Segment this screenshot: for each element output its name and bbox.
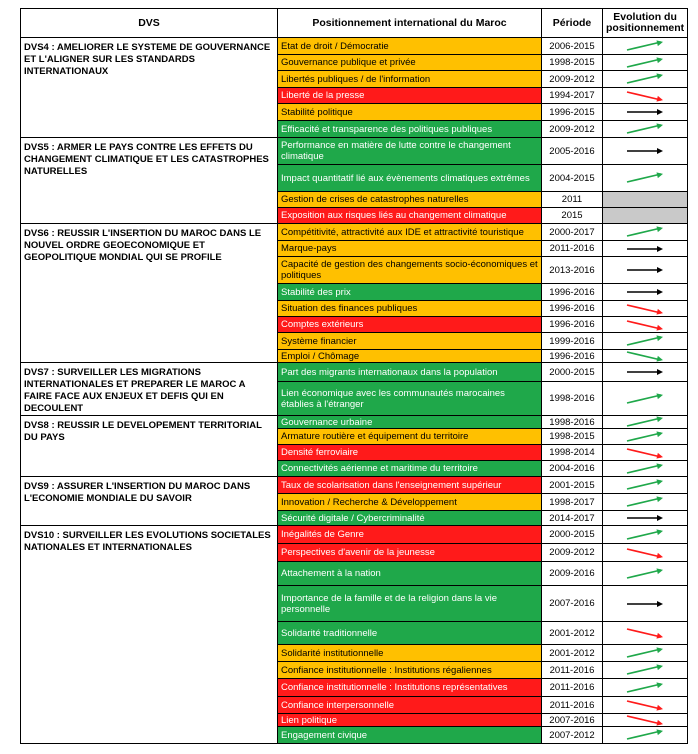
arrow-right-icon	[623, 598, 667, 610]
evolution-cell	[603, 494, 688, 511]
evolution-cell	[603, 104, 688, 121]
evolution-cell	[603, 284, 688, 301]
period-value: 2011-2016	[542, 662, 603, 679]
header-position: Positionnement international du Maroc	[278, 9, 542, 38]
period-value: 2009-2012	[542, 544, 603, 562]
table-row	[21, 477, 688, 494]
period-value: 2011	[542, 192, 603, 208]
period-value: 1994-2017	[542, 88, 603, 104]
indicator-label: Comptes extérieurs	[278, 317, 542, 333]
evolution-cell	[603, 662, 688, 679]
period-value: 2000-2017	[542, 224, 603, 241]
indicator-label: Système financier	[278, 333, 542, 350]
arrow-right-icon	[623, 366, 667, 378]
indicator-label: Lien politique	[278, 714, 542, 727]
arrow-down-icon	[623, 714, 667, 726]
indicator-label: Solidarité traditionnelle	[278, 622, 542, 645]
indicator-label: Liberté de la presse	[278, 88, 542, 104]
period-value: 2013-2016	[542, 257, 603, 284]
period-value: 2004-2015	[542, 165, 603, 192]
indicator-label: Densité ferroviaire	[278, 445, 542, 461]
evolution-cell	[603, 241, 688, 257]
arrow-up-icon	[623, 479, 667, 491]
table-row	[21, 363, 688, 382]
indicator-label: Stabilité des prix	[278, 284, 542, 301]
arrow-up-icon	[623, 123, 667, 135]
table-row	[21, 416, 688, 429]
arrow-down-icon	[623, 547, 667, 559]
indicator-label: Confiance institutionnelle : Institutions représentatives	[278, 679, 542, 697]
evolution-cell	[603, 363, 688, 382]
period-value: 1996-2016	[542, 350, 603, 363]
period-value: 2015	[542, 208, 603, 224]
arrow-down-icon	[623, 627, 667, 639]
indicator-label: Stabilité politique	[278, 104, 542, 121]
evolution-cell	[603, 317, 688, 333]
indicator-label: Compétitivité, attractivité aux IDE et attractivité touristique	[278, 224, 542, 241]
dvs-label: DVS6 : REUSSIR L'INSERTION DU MAROC DANS LE NOUVEL ORDRE GEOECONOMIQUE ET GEOPOLITIQUE MONDIAL QUI SE PROFILE	[21, 224, 278, 363]
indicator-label: Situation des finances publiques	[278, 301, 542, 317]
evolution-cell	[603, 208, 688, 224]
period-value: 1996-2015	[542, 104, 603, 121]
period-value: 2001-2012	[542, 645, 603, 662]
indicator-label: Taux de scolarisation dans l'enseignement supérieur	[278, 477, 542, 494]
arrow-up-icon	[623, 729, 667, 741]
evolution-cell	[603, 645, 688, 662]
period-value: 1996-2016	[542, 284, 603, 301]
arrow-down-icon	[623, 350, 667, 362]
dvs-label: DVS5 : ARMER LE PAYS CONTRE LES EFFETS DU CHANGEMENT CLIMATIQUE ET LES CATASTROPHES NATURELLES	[21, 138, 278, 224]
period-value: 2001-2015	[542, 477, 603, 494]
arrow-up-icon	[623, 431, 667, 443]
period-value: 2009-2012	[542, 71, 603, 88]
period-value: 1996-2016	[542, 301, 603, 317]
evolution-cell	[603, 350, 688, 363]
evolution-cell	[603, 511, 688, 526]
header-row	[21, 9, 688, 38]
indicator-label: Inégalités de Genre	[278, 526, 542, 544]
period-value: 2004-2016	[542, 461, 603, 477]
indicator-label: Solidarité institutionnelle	[278, 645, 542, 662]
header-evolution: Evolution du positionnement	[603, 9, 688, 38]
period-value: 2007-2012	[542, 727, 603, 744]
period-value: 2000-2015	[542, 526, 603, 544]
period-value: 2011-2016	[542, 697, 603, 714]
evolution-cell	[603, 301, 688, 317]
period-value: 1998-2016	[542, 416, 603, 429]
period-value: 2007-2016	[542, 714, 603, 727]
period-value: 1998-2015	[542, 55, 603, 71]
evolution-cell	[603, 71, 688, 88]
arrow-down-icon	[623, 90, 667, 102]
indicator-label: Impact quantitatif lié aux évènements climatiques extrêmes	[278, 165, 542, 192]
arrow-up-icon	[623, 335, 667, 347]
period-value: 1998-2017	[542, 494, 603, 511]
period-value: 2000-2015	[542, 363, 603, 382]
indicator-label: Gouvernance urbaine	[278, 416, 542, 429]
indicator-label: Performance en matière de lutte contre le changement climatique	[278, 138, 542, 165]
evolution-cell	[603, 429, 688, 445]
arrow-right-icon	[623, 106, 667, 118]
period-value: 2011-2016	[542, 679, 603, 697]
header-dvs: DVS	[21, 9, 278, 38]
arrow-right-icon	[623, 243, 667, 255]
indicator-label: Sécurité digitale / Cybercriminalité	[278, 511, 542, 526]
evolution-cell	[603, 697, 688, 714]
arrow-up-icon	[623, 664, 667, 676]
indicator-label: Engagement civique	[278, 727, 542, 744]
arrow-right-icon	[623, 512, 667, 524]
period-value: 1998-2015	[542, 429, 603, 445]
evolution-cell	[603, 333, 688, 350]
arrow-up-icon	[623, 463, 667, 475]
evolution-cell	[603, 544, 688, 562]
evolution-cell	[603, 445, 688, 461]
evolution-cell	[603, 192, 688, 208]
evolution-cell	[603, 138, 688, 165]
indicator-label: Attachement à la nation	[278, 562, 542, 586]
period-value: 2001-2012	[542, 622, 603, 645]
arrow-down-icon	[623, 699, 667, 711]
indicator-label: Confiance institutionnelle : Institutions régaliennes	[278, 662, 542, 679]
evolution-cell	[603, 586, 688, 622]
evolution-cell	[603, 526, 688, 544]
indicator-label: Etat de droit / Démocratie	[278, 38, 542, 55]
indicator-label: Libertés publiques / de l'information	[278, 71, 542, 88]
evolution-cell	[603, 121, 688, 138]
evolution-cell	[603, 477, 688, 494]
period-value: 2005-2016	[542, 138, 603, 165]
arrow-up-icon	[623, 226, 667, 238]
indicator-label: Part des migrants internationaux dans la population	[278, 363, 542, 382]
arrow-up-icon	[623, 393, 667, 405]
table-row	[21, 224, 688, 241]
indicator-label: Lien économique avec les communautés marocaines établies à l'étranger	[278, 382, 542, 416]
arrow-right-icon	[623, 145, 667, 157]
dvs-label: DVS4 : AMELIORER LE SYSTEME DE GOUVERNANCE ET L'ALIGNER SUR LES STANDARDS INTERNATIONAUX	[21, 38, 278, 138]
indicator-label: Confiance interpersonnelle	[278, 697, 542, 714]
indicator-label: Exposition aux risques liés au changement climatique	[278, 208, 542, 224]
evolution-cell	[603, 165, 688, 192]
evolution-cell	[603, 714, 688, 727]
arrow-up-icon	[623, 416, 667, 428]
evolution-cell	[603, 382, 688, 416]
table-body	[21, 38, 688, 744]
evolution-cell	[603, 88, 688, 104]
table-row	[21, 526, 688, 544]
period-value: 2006-2015	[542, 38, 603, 55]
arrow-up-icon	[623, 647, 667, 659]
indicator-label: Gestion de crises de catastrophes naturelles	[278, 192, 542, 208]
evolution-cell	[603, 727, 688, 744]
arrow-up-icon	[623, 73, 667, 85]
period-value: 1996-2016	[542, 317, 603, 333]
evolution-cell	[603, 224, 688, 241]
positioning-table	[20, 8, 688, 744]
arrow-up-icon	[623, 529, 667, 541]
period-value: 2009-2012	[542, 121, 603, 138]
arrow-down-icon	[623, 303, 667, 315]
dvs-label: DVS7 : SURVEILLER LES MIGRATIONS INTERNATIONALES ET PREPARER LE MAROC A FAIRE FACE AUX ENJEUX ET DEFIS QUI EN DECOULENT	[21, 363, 278, 416]
arrow-down-icon	[623, 447, 667, 459]
indicator-label: Gouvernance publique et privée	[278, 55, 542, 71]
dvs-label: DVS10 : SURVEILLER LES EVOLUTIONS SOCIETALES NATIONALES ET INTERNATIONALES	[21, 526, 278, 744]
arrow-right-icon	[623, 264, 667, 276]
arrow-up-icon	[623, 40, 667, 52]
indicator-label: Marque-pays	[278, 241, 542, 257]
dvs-label: DVS9 : ASSURER L'INSERTION DU MAROC DANS L'ECONOMIE MONDIALE DU SAVOIR	[21, 477, 278, 526]
arrow-up-icon	[623, 172, 667, 184]
indicator-label: Connectivités aérienne et maritime du territoire	[278, 461, 542, 477]
indicator-label: Innovation / Recherche & Développement	[278, 494, 542, 511]
period-value: 1998-2016	[542, 382, 603, 416]
period-value: 2007-2016	[542, 586, 603, 622]
indicator-label: Perspectives d'avenir de la jeunesse	[278, 544, 542, 562]
evolution-cell	[603, 622, 688, 645]
indicator-label: Emploi / Chômage	[278, 350, 542, 363]
header-period: Période	[542, 9, 603, 38]
indicator-label: Armature routière et équipement du territoire	[278, 429, 542, 445]
table-row	[21, 138, 688, 165]
indicator-label: Capacité de gestion des changements socio-économiques et politiques	[278, 257, 542, 284]
period-value: 1998-2014	[542, 445, 603, 461]
arrow-down-icon	[623, 319, 667, 331]
period-value: 2014-2017	[542, 511, 603, 526]
arrow-up-icon	[623, 568, 667, 580]
indicator-label: Efficacité et transparence des politiques publiques	[278, 121, 542, 138]
dvs-label: DVS8 : REUSSIR LE DEVELOPEMENT TERRITORIAL DU PAYS	[21, 416, 278, 477]
arrow-right-icon	[623, 286, 667, 298]
evolution-cell	[603, 562, 688, 586]
indicator-label: Importance de la famille et de la religion dans la vie personnelle	[278, 586, 542, 622]
evolution-cell	[603, 55, 688, 71]
evolution-cell	[603, 38, 688, 55]
arrow-up-icon	[623, 682, 667, 694]
evolution-cell	[603, 461, 688, 477]
period-value: 2009-2016	[542, 562, 603, 586]
arrow-up-icon	[623, 496, 667, 508]
evolution-cell	[603, 679, 688, 697]
evolution-cell	[603, 257, 688, 284]
arrow-up-icon	[623, 57, 667, 69]
period-value: 2011-2016	[542, 241, 603, 257]
table-row	[21, 38, 688, 55]
evolution-cell	[603, 416, 688, 429]
period-value: 1999-2016	[542, 333, 603, 350]
